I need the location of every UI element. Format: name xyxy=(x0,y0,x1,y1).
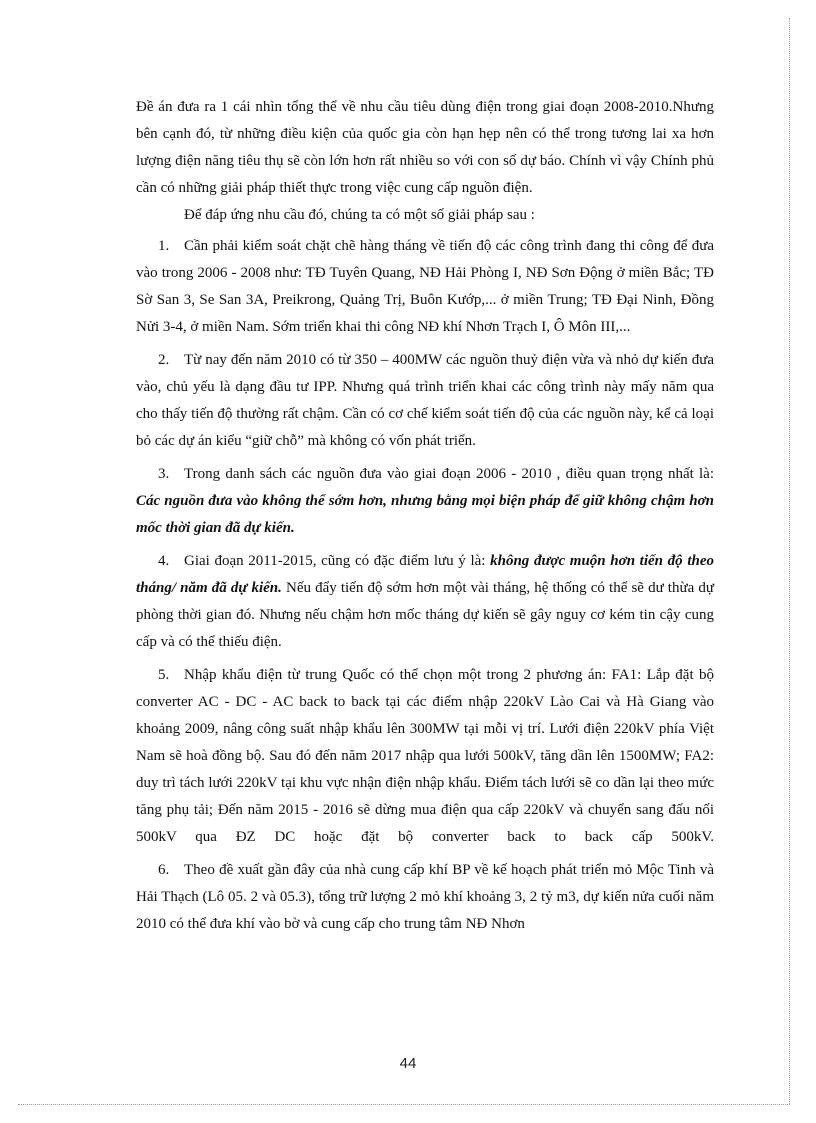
list-item-text: Giai đoạn 2011-2015, cũng có đặc điểm lưu ý là: xyxy=(184,553,491,569)
list-item-text: Theo đề xuất gần đây của nhà cung cấp khí BP về kế hoạch phát triển mỏ Mộc Tinh và Hải Thạch (Lô 05. 2 và 05.3), tổng trữ lượng 2 mỏ khí khoảng 3, 2 tỷ m3, dự kiến nửa cuối năm 2010 có thể đưa khí vào bờ và cung cấp cho trung tâm NĐ Nhơn xyxy=(136,862,714,932)
list-item-emphasis: Các nguồn đưa vào không thể sớm hơn, nhưng bằng mọi biện pháp để giữ không chậm hơn mốc thời gian đã dự kiến. xyxy=(136,493,714,536)
list-item-number: 6. xyxy=(158,862,170,878)
intro-paragraph: Đề án đưa ra 1 cái nhìn tổng thể về nhu cầu tiêu dùng điện trong giai đoạn 2008-2010.Nhưng bên cạnh đó, từ những điều kiện của quốc gia còn hạn hẹp nên có thể trong tương lai xa hơn lượng điện năng tiêu thụ sẽ còn lớn hơn rất nhiều so với con số dự báo. Chính vì vậy Chính phủ cần có những giải pháp thiết thực trong việc cung cấp nguồn điện. xyxy=(136,99,714,196)
page-number: 44 xyxy=(399,1055,417,1072)
document-body xyxy=(136,94,714,944)
list-item-text: Cần phải kiểm soát chặt chẽ hàng tháng về tiến độ các công trình đang thi công để đưa vào trong 2006 - 2008 như: TĐ Tuyên Quang, NĐ Hải Phòng I, NĐ Sơn Động ở miền Bắc; TĐ Sờ San 3, Se San 3A, Preikrong, Quảng Trị, Buôn Kướp,... ở miền Trung; TĐ Đại Ninh, Đồng Nửi 3-4, ở miền Nam. Sớm triển khai thi công NĐ khí Nhơn Trạch I, Ô Môn III,... xyxy=(136,238,714,335)
lead-paragraph: Để đáp ứng nhu cầu đó, chúng ta có một số giải pháp sau : xyxy=(184,207,535,223)
list-item-tail: Nếu đẩy tiến độ sớm hơn một vài tháng, hệ thống có thể sẽ dư thừa dự phòng thời gian đó. Nhưng nếu chậm hơn mốc tháng dự kiến sẽ gây nguy cơ kém tin cậy cung cấp và có thể thiếu điện. xyxy=(136,580,714,650)
list-item xyxy=(136,347,714,455)
list-item xyxy=(136,548,714,656)
page-border-bottom xyxy=(18,1104,790,1105)
list-item-text: Trong danh sách các nguồn đưa vào giai đoạn 2006 - 2010 , điều quan trọng nhất là: xyxy=(184,466,714,482)
list-item xyxy=(136,461,714,542)
list-item-number: 4. xyxy=(158,553,170,569)
list-item-text: Từ nay đến năm 2010 có từ 350 – 400MW các nguồn thuỷ điện vừa và nhỏ dự kiến đưa vào, chủ yếu là dạng đầu tư IPP. Nhưng quá trình triển khai các công trình này mấy năm qua cho thấy tiến độ thường rất chậm. Cần có cơ chế kiểm soát tiến độ của các nguồn này, kể cả loại bỏ các dự án kiểu “giữ chỗ” mà không có vốn phát triển. xyxy=(136,352,714,449)
list-item-number: 5. xyxy=(158,667,170,683)
list-item xyxy=(136,857,714,938)
list-item-text: Nhập khẩu điện từ trung Quốc có thể chọn một trong 2 phương án: FA1: Lắp đặt bộ converter AC - DC - AC back to back tại các điểm nhập 220kV Lào Cai và Hà Giang vào khoảng 2009, nâng công suất nhập khẩu lên 300MW tại mỗi vị trí. Lưới điện 220kV phía Việt Nam sẽ hoà đồng bộ. Sau đó đến năm 2017 nhập qua lưới 500kV, tăng dần lên 1500MW; FA2: duy trì tách lưới 220kV tại khu vực nhận điện nhập khẩu. Điểm tách lưới sẽ co dần lại theo mức tăng phụ tải; Đến năm 2015 - 2016 sẽ dừng mua điện qua cấp 220kV và chuyển sang đấu nối 500kV qua ĐZ DC hoặc đặt bộ converter back to back cấp 500kV. xyxy=(136,667,714,845)
list-item xyxy=(136,233,714,341)
list-item-number: 3. xyxy=(158,466,170,482)
list-item-number: 1. xyxy=(158,238,170,254)
list-item-emphasis: không được muộn hơn tiến độ theo tháng/ năm đã dự kiến. xyxy=(136,553,714,596)
list-item xyxy=(136,662,714,851)
list-item-number: 2. xyxy=(158,352,170,368)
page-border-right xyxy=(789,18,790,1104)
